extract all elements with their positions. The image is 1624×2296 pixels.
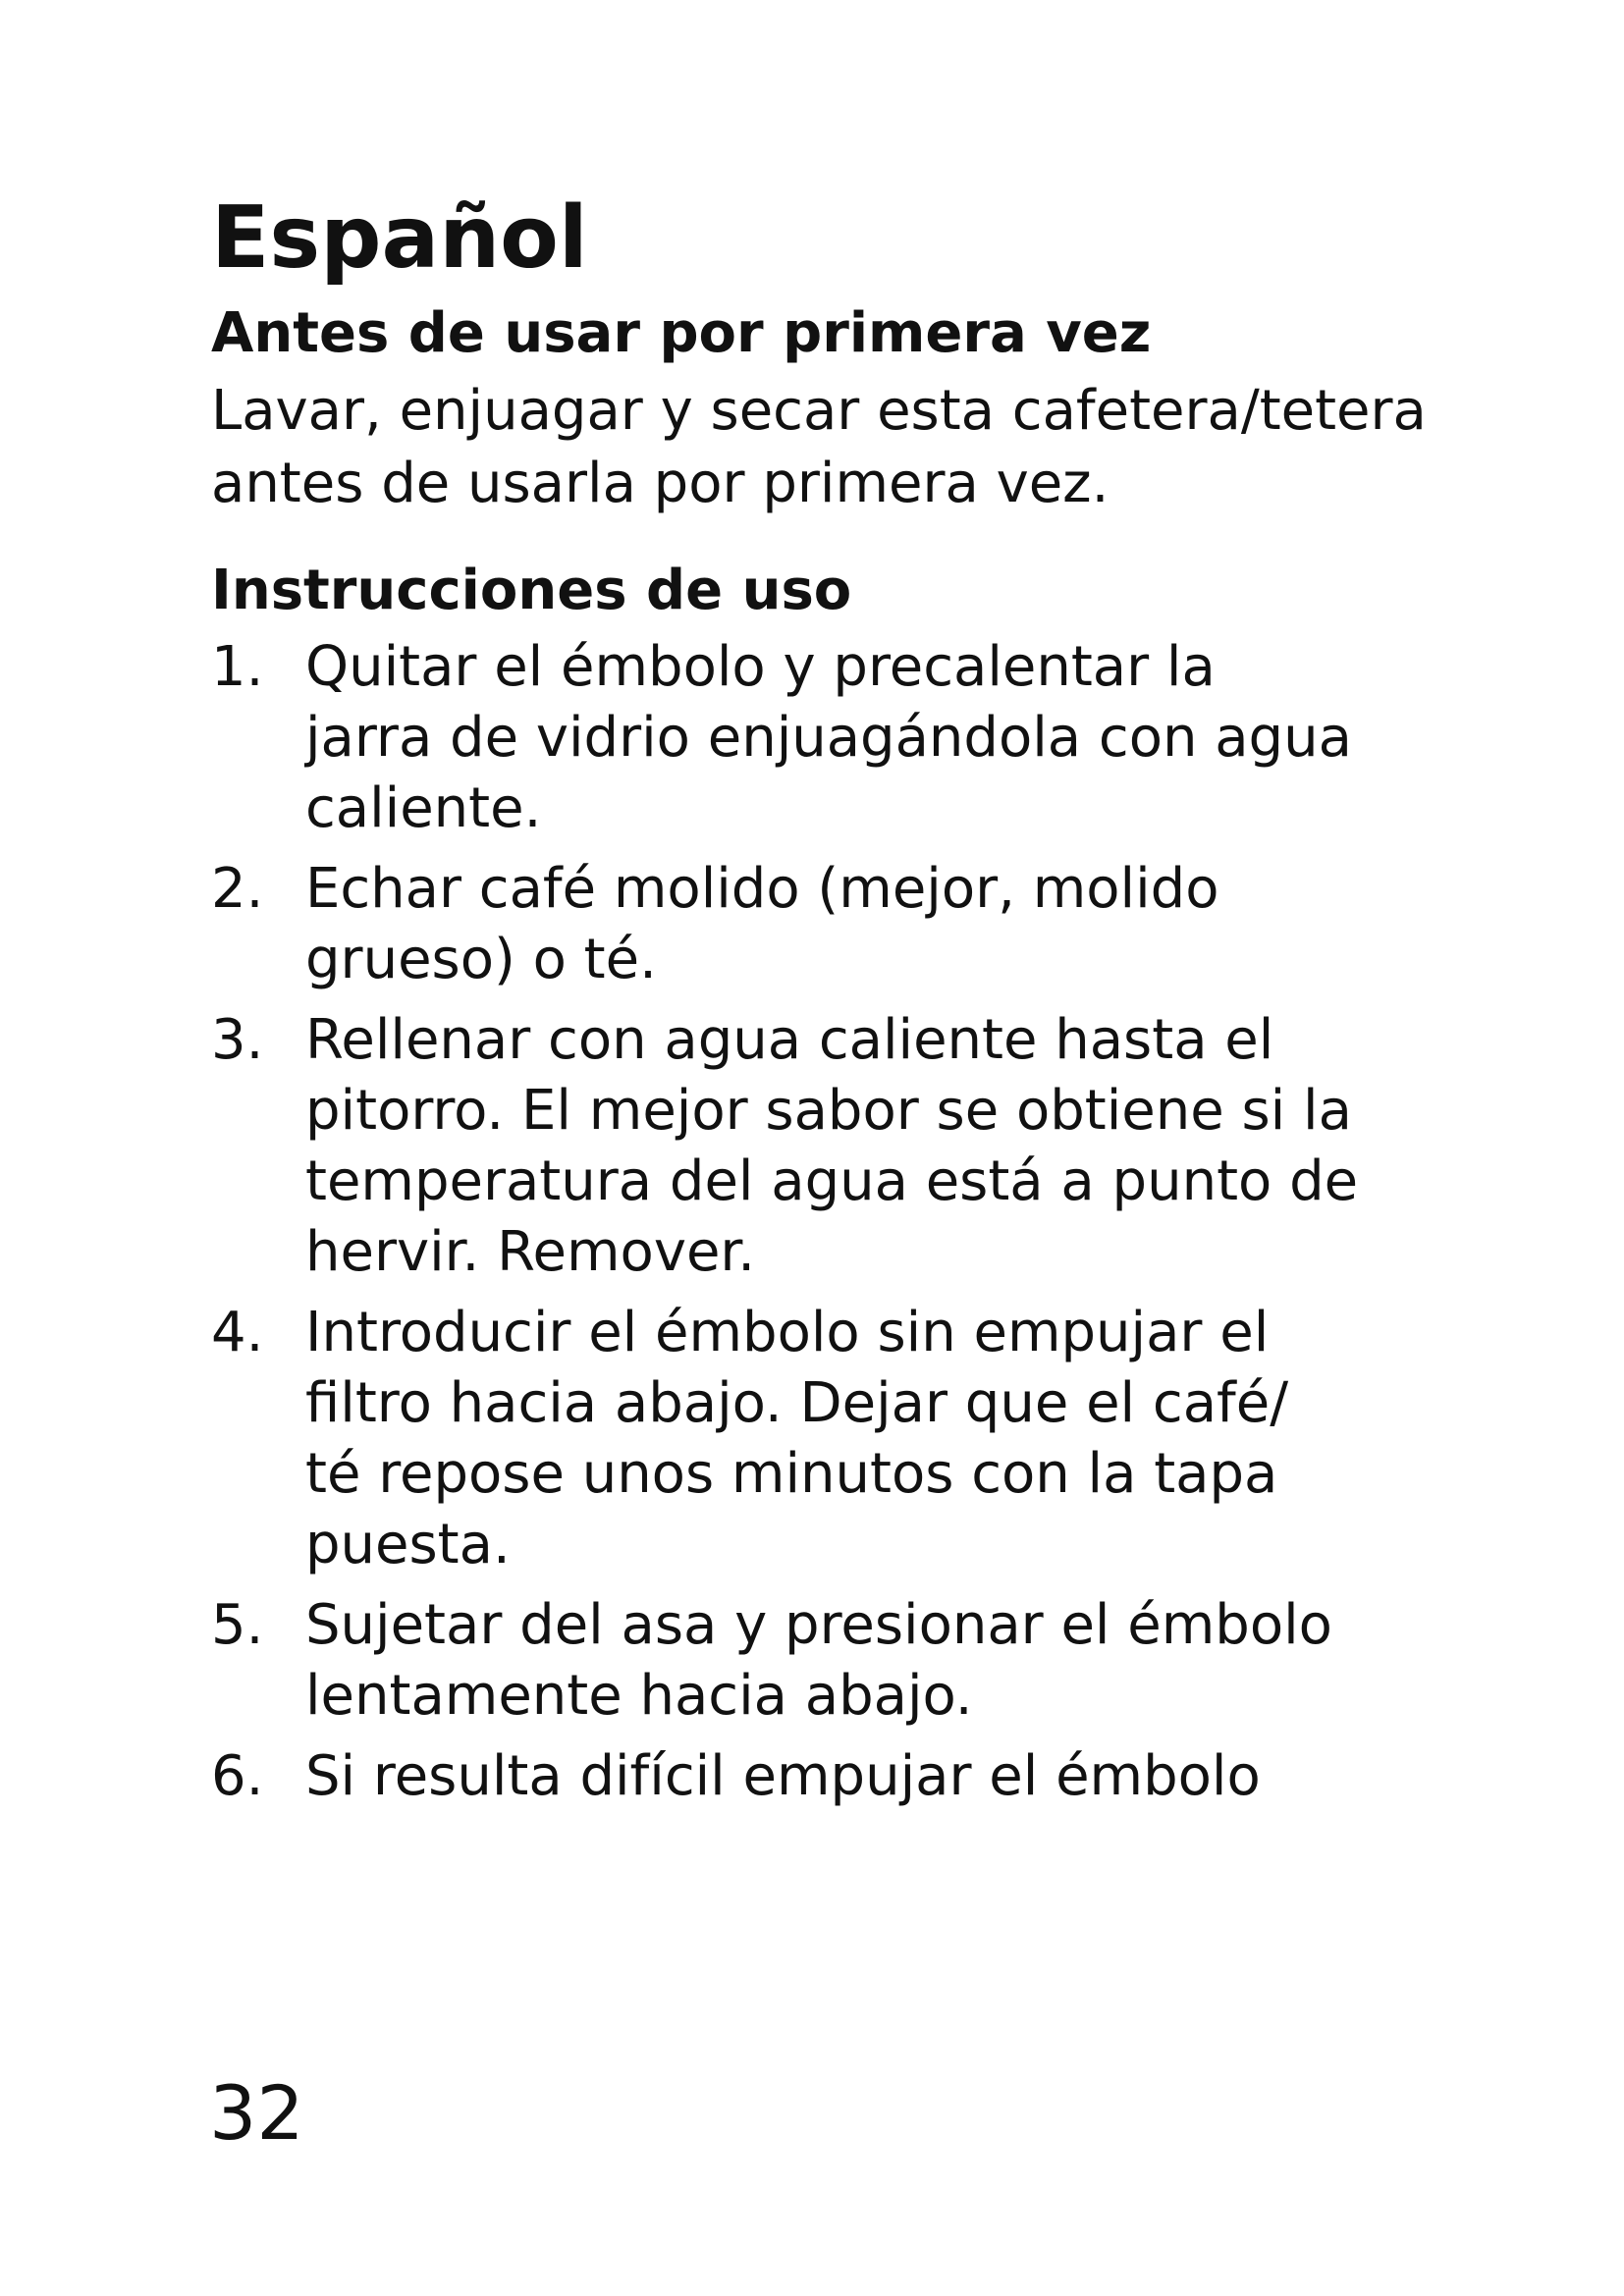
step-number: 3. (211, 1008, 264, 1072)
step-text: Introducir el émbolo sin empujar el filtro hacia abajo. Dejar que el café/ té repose unos minutos con la tapa puesta. (305, 1301, 1289, 1576)
step-number: 4. (211, 1301, 264, 1364)
page-number: 32 (209, 2069, 304, 2157)
instruction-step-5 (211, 1590, 1488, 1732)
step-text: Rellenar con agua caliente hasta el pitorro. El mejor sabor se obtiene si la temperatura del agua está a punto de hervir. Remover. (305, 1008, 1359, 1284)
step-number: 1. (211, 635, 264, 699)
instruction-steps-list (211, 632, 1488, 1812)
instruction-step-3 (211, 1005, 1488, 1288)
step-text: Quitar el émbolo y precalentar la jarra de vidrio enjuagándola con agua caliente. (305, 635, 1352, 840)
instruction-step-1 (211, 632, 1488, 844)
step-text: Sujetar del asa y presionar el émbolo lentamente hacia abajo. (305, 1593, 1332, 1728)
instruction-step-6 (211, 1741, 1488, 1812)
section-heading-before-first-use: Antes de usar por primera vez (211, 301, 1152, 365)
language-title: Español (211, 187, 588, 288)
step-number: 2. (211, 857, 264, 921)
step-number: 6. (211, 1744, 264, 1808)
instruction-step-2 (211, 854, 1488, 995)
section-heading-instructions: Instrucciones de uso (211, 559, 852, 622)
step-text: Si resulta difícil empujar el émbolo (305, 1744, 1261, 1808)
instruction-step-4 (211, 1298, 1488, 1580)
before-first-use-text: Lavar, enjuagar y secar esta cafetera/tetera antes de usarla por primera vez. (211, 379, 1427, 515)
page-content (211, 187, 1488, 1822)
step-text: Echar café molido (mejor, molido grueso) o té. (305, 857, 1219, 991)
step-number: 5. (211, 1593, 264, 1657)
